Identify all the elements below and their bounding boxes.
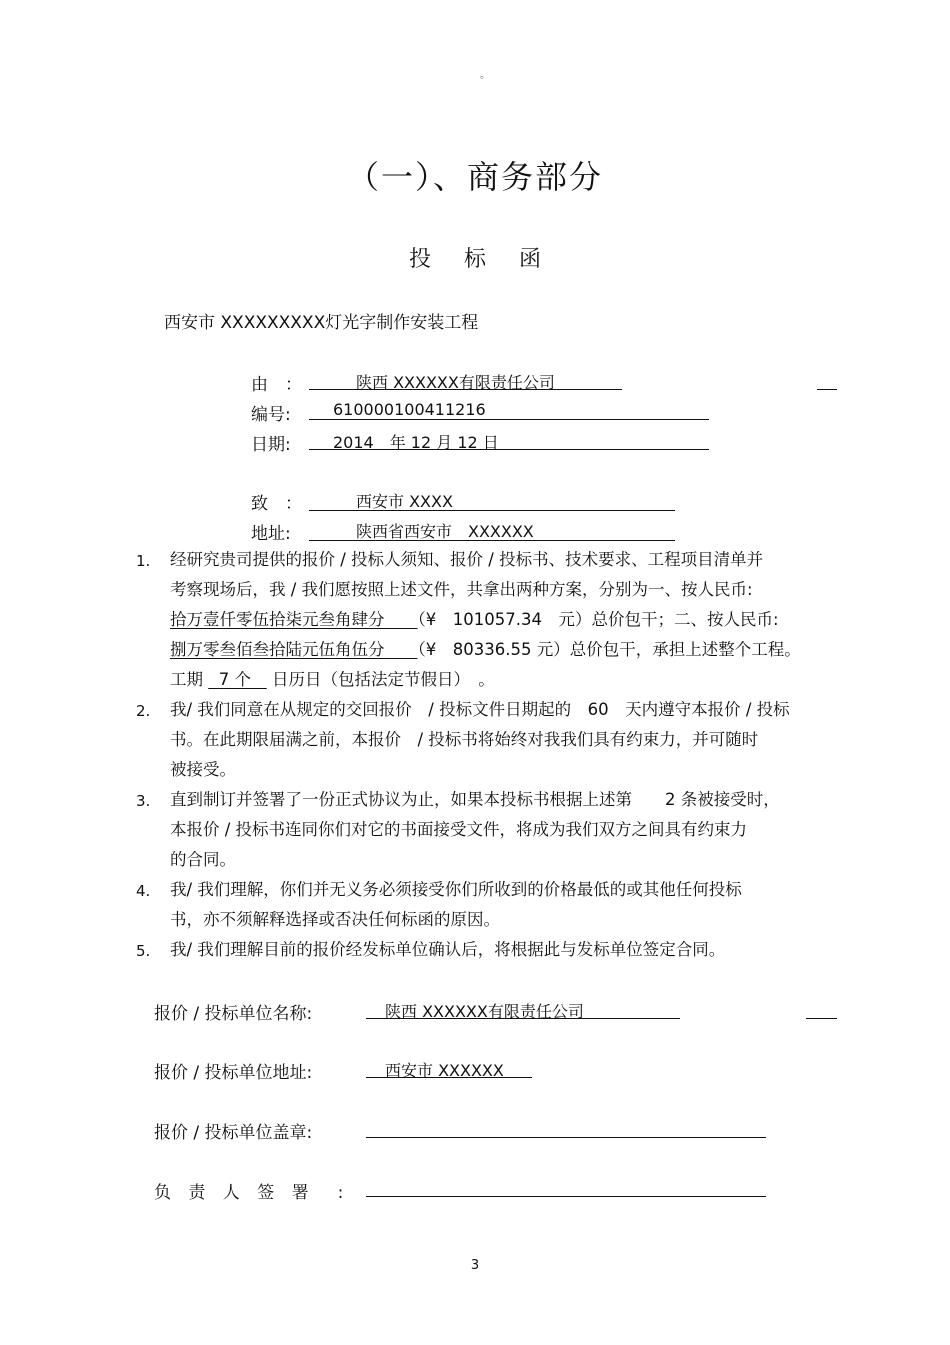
signatory-label: 负 责 人 签 署 :	[154, 1183, 350, 1203]
from-value: 陕西 XXXXXX有限责任公司	[356, 373, 555, 392]
from-extra-line	[817, 389, 837, 390]
item-2-line-3: 被接受。	[170, 760, 236, 779]
to-label: 致 ：	[251, 494, 302, 514]
period-value	[208, 670, 267, 689]
item-3-line-2: 本报价 / 投标书连同你们对它的书面接受文件，将成为我们双方之间具有约束力	[170, 820, 748, 839]
section-title: （一）、商务部分	[346, 158, 603, 196]
number-label: 编号:	[251, 405, 291, 425]
period-label: 工期	[170, 670, 203, 689]
item-1-line-3	[170, 605, 779, 635]
amount-1-pad	[385, 610, 418, 629]
project-name: 西安市 XXXXXXXXX灯光字制作安装工程	[164, 313, 479, 333]
item-1-number: 1.	[136, 552, 151, 570]
from-label: 由 ：	[251, 375, 302, 395]
date-value: 2014 年 12 月 12 日	[333, 433, 499, 452]
item-3-number: 3.	[136, 792, 151, 810]
address-label: 地址:	[251, 524, 291, 544]
bidder-name-extra-line	[806, 1018, 837, 1019]
item-2-line-1: 我/ 我们同意在从规定的交回报价 / 投标文件日期起的 60 天内遵守本报价 / 投标	[170, 700, 790, 719]
item-1-line-2: 考察现场后，我 / 我们愿按照上述文件，共拿出两种方案，分别为一、按人民币:	[170, 580, 753, 599]
amount-2-pad	[385, 640, 418, 659]
amount-2-figure: （¥ 80336.55 元）总价包干，承担上述整个工程。	[417, 640, 801, 659]
item-3-line-3: 的合同。	[170, 850, 236, 869]
page-number: 3	[470, 1258, 480, 1273]
bidder-address-label: 报价 / 投标单位地址:	[154, 1063, 313, 1083]
item-5-line-1: 我/ 我们理解目前的报价经发标单位确认后，将根据此与发标单位签定合同。	[170, 940, 726, 959]
amount-2-in-words: 捌万零叁佰叁拾陆元伍角伍分	[170, 640, 385, 659]
document-title: 投 标 函	[409, 247, 541, 272]
amount-1-in-words: 拾万壹仟零伍拾柒元叁角肆分	[170, 610, 385, 629]
number-underline	[309, 419, 709, 420]
item-1-line-5	[170, 665, 495, 695]
item-4-line-1: 我/ 我们理解，你们并无义务必须接受你们所收到的价格最低的或其他任何投标	[170, 880, 742, 899]
signatory-line	[366, 1196, 766, 1197]
period-note: 日历日（包括法定节假日） 。	[272, 670, 495, 689]
bidder-seal-line	[366, 1137, 766, 1138]
item-2-line-2: 书。在此期限届满之前，本报价 / 投标书将始终对我我们具有约束力，并可随时	[170, 730, 759, 749]
period-days: 7 个	[218, 670, 251, 689]
to-value: 西安市 XXXX	[356, 492, 453, 511]
bidder-seal-label: 报价 / 投标单位盖章:	[154, 1123, 313, 1143]
date-label: 日期:	[251, 435, 291, 455]
item-5-number: 5.	[136, 942, 151, 960]
number-value: 610000100411216	[333, 400, 486, 419]
item-1-line-4	[170, 635, 801, 665]
bidder-address-value: 西安市 XXXXXX	[385, 1061, 504, 1080]
top-mark: 。	[480, 70, 490, 81]
address-value: 陕西省西安市 XXXXXX	[356, 522, 534, 541]
item-4-number: 4.	[136, 882, 151, 900]
item-1-line-1: 经研究贵司提供的报价 / 投标人须知、报价 / 投标书、技术要求、工程项目清单并	[170, 550, 764, 569]
bidder-name-value: 陕西 XXXXXX有限责任公司	[385, 1002, 584, 1021]
bidder-name-label: 报价 / 投标单位名称:	[154, 1004, 313, 1024]
amount-1-figure: （¥ 101057.34 元）总价包干；二、按人民币:	[417, 610, 779, 629]
item-4-line-2: 书，亦不须解释选择或否决任何标函的原因。	[170, 910, 500, 929]
item-2-number: 2.	[136, 702, 151, 720]
item-3-line-1: 直到制订并签署了一份正式协议为止，如果本投标书根据上述第 2 条被接受时，	[170, 790, 780, 809]
